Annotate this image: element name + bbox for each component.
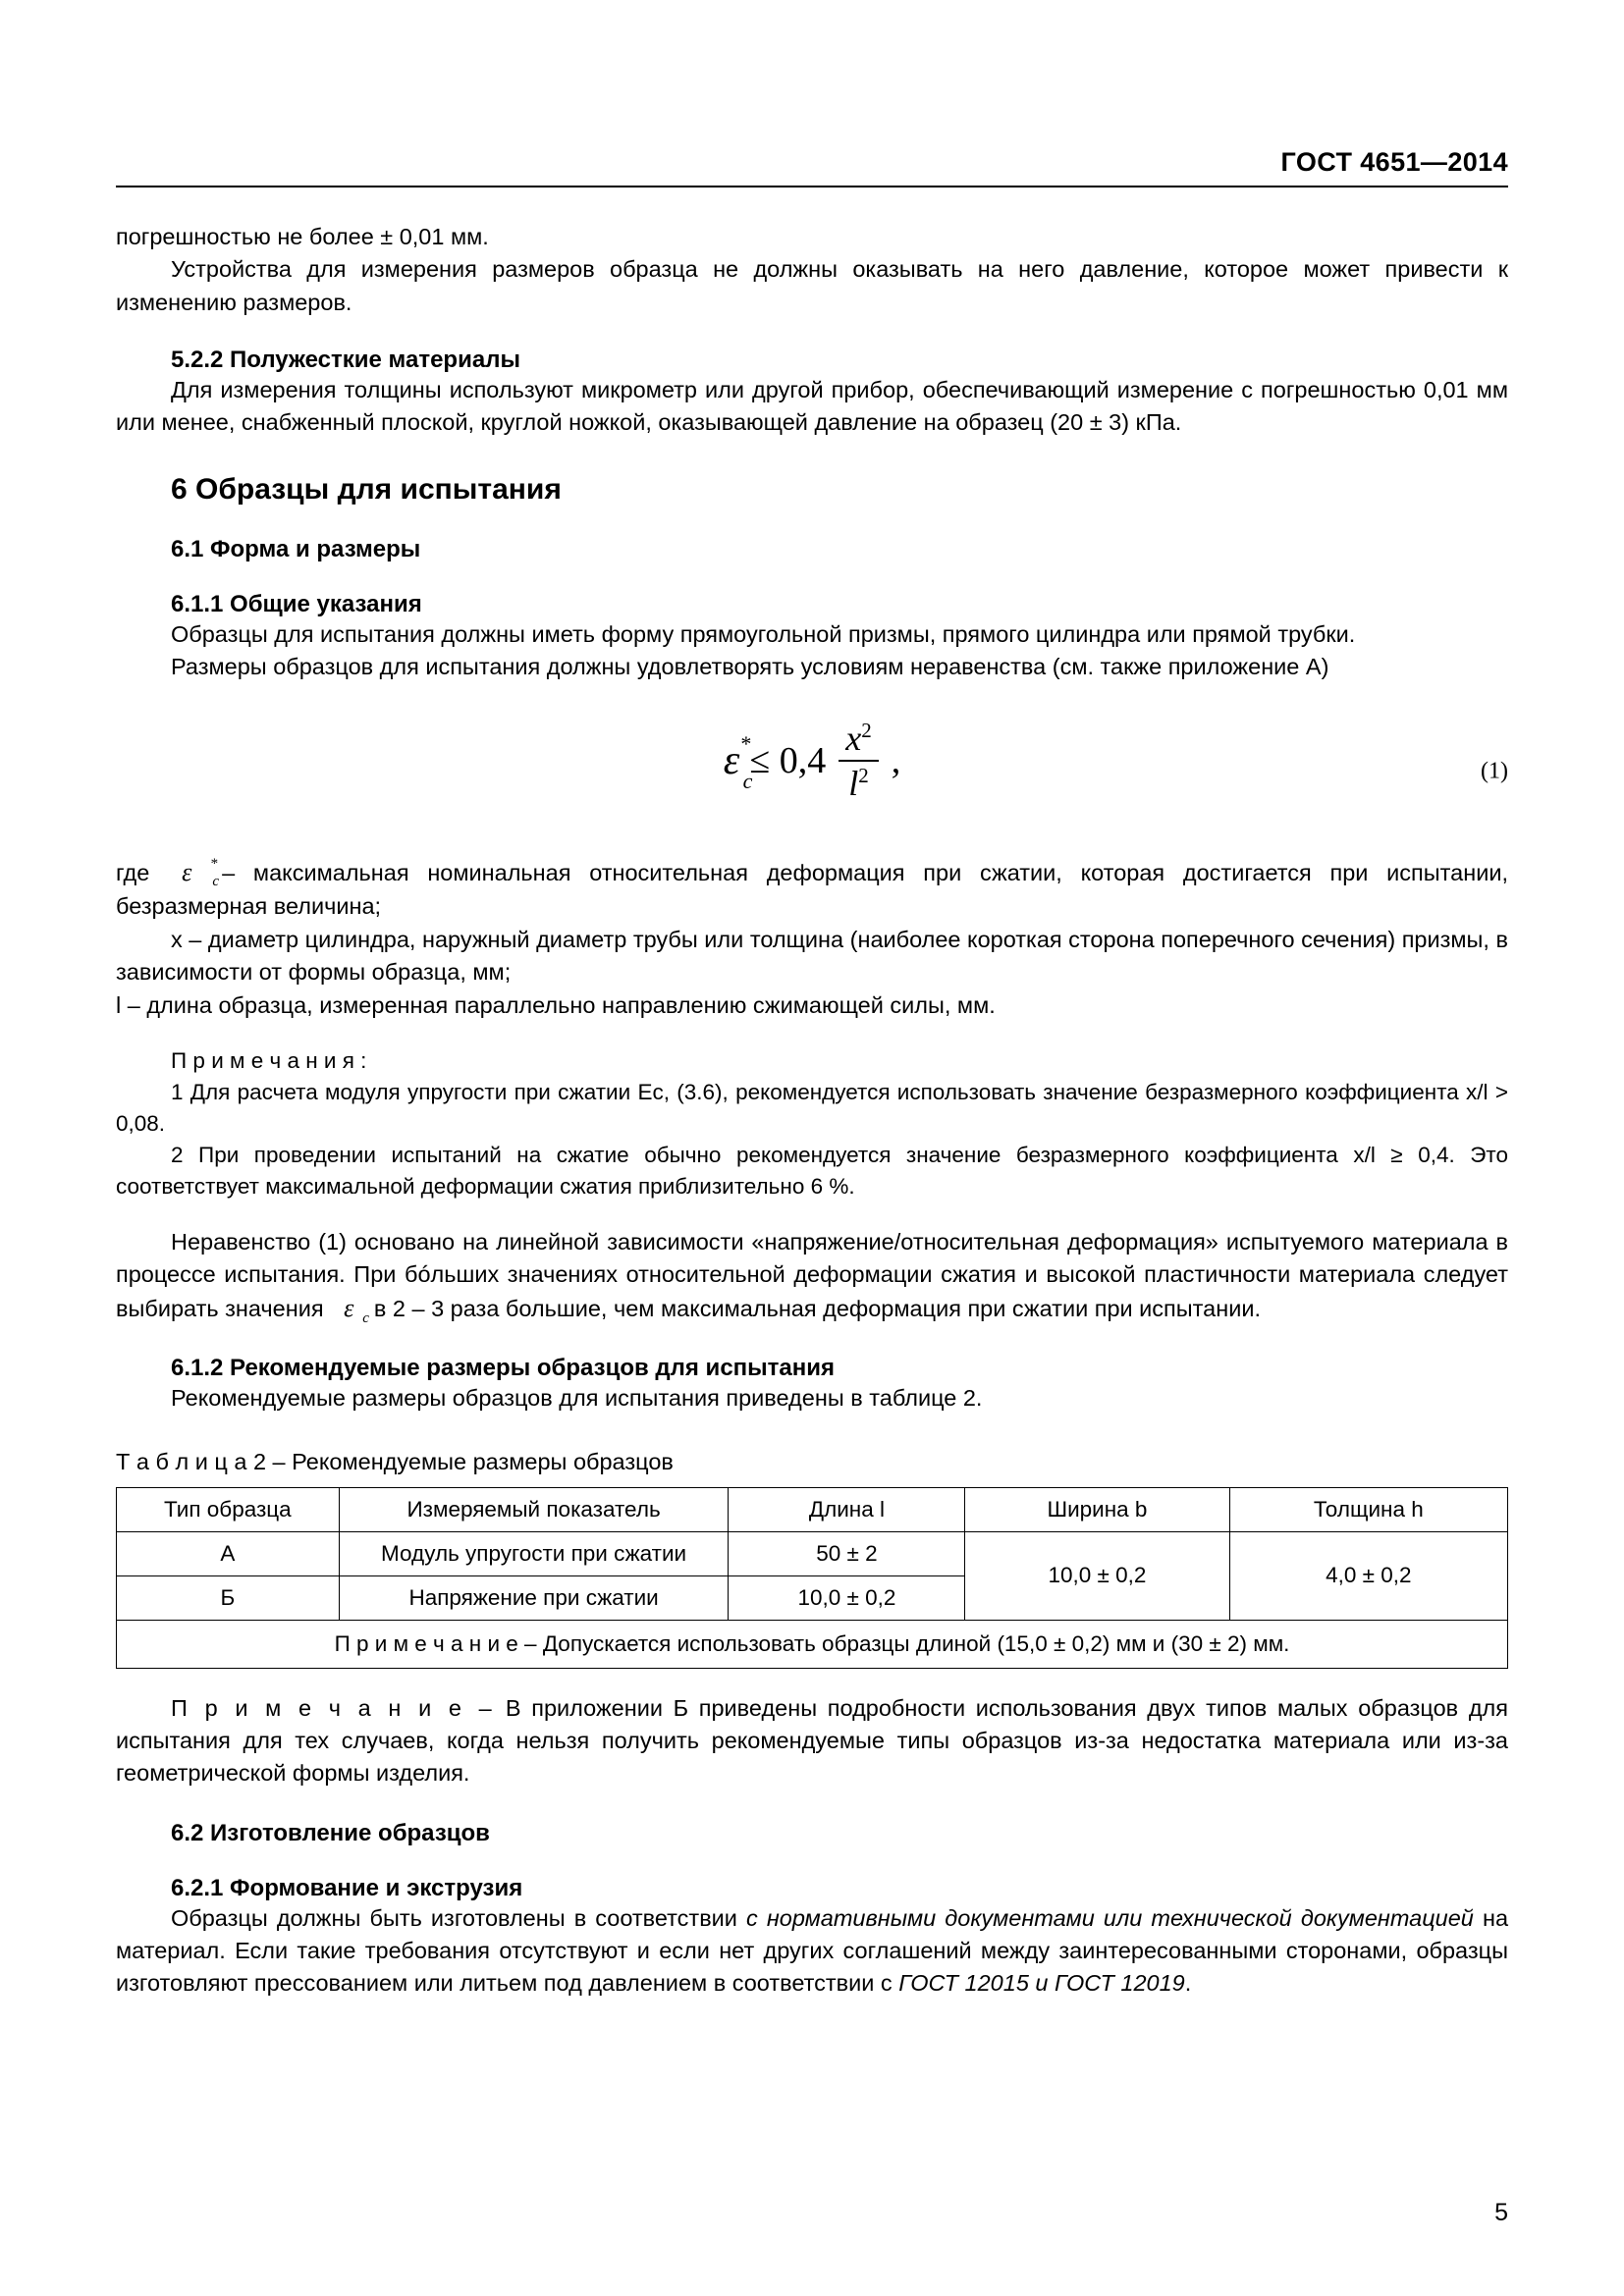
- column-header-thickness: Толщина h: [1229, 1487, 1507, 1531]
- definition-epsilon: [116, 855, 1508, 924]
- formula-number: (1): [1481, 758, 1508, 784]
- paragraph-inequality-basis: Неравенство (1) основано на линейной зависимости «напряжение/относительная деформация» испытуемого материала в процессе испытания. При бóльших значениях относительной деформации сжатия и высокой пластичности материала следует выбирать значения ε c в 2 – 3 раза большие, чем максимальная деформация при сжатии при испытании.: [116, 1228, 1508, 1326]
- paragraph-tolerance: погрешностью не более ± 0,01 мм.: [116, 224, 489, 249]
- notes-title: П р и м е ч а н и я :: [171, 1047, 367, 1073]
- formula-expression: [116, 718, 1508, 804]
- epsilon-symbol-inline-2: ε c: [344, 1294, 369, 1326]
- definition-x: x – диаметр цилиндра, наружный диаметр трубы или толщина (наиболее короткая сторона поперечного сечения) призмы, в зависимости от формы образца, мм;: [116, 926, 1508, 986]
- paragraph-sizes-condition: Размеры образцов для испытания должны удовлетворять условиям неравенства (см. также приложение А): [171, 654, 1329, 680]
- definition-epsilon-text: – максимальная номинальная относительная деформация при сжатии, которая достигается при испытании, безразмерная величина;: [116, 859, 1509, 920]
- table-note: П р и м е ч а н и е – Допускается использовать образцы длиной (15,0 ± 0,2) мм и (30 ± 2) мм.: [117, 1620, 1508, 1668]
- cell-width: 10,0 ± 0,2: [965, 1531, 1229, 1620]
- cell-parameter: Напряжение при сжатии: [339, 1575, 729, 1620]
- definition-lead: где: [116, 859, 150, 885]
- paragraph-micrometer: Для измерения толщины используют микрометр или другой прибор, обеспечивающий измерение с погрешностью 0,01 мм или менее, снабженный плоской, круглой ножкой, оказывающей давление на образец (20 ± 3) кПа.: [116, 377, 1508, 436]
- heading-5-2-2: 5.2.2 Полужесткие материалы: [171, 347, 520, 374]
- note-2: 2 При проведении испытаний на сжатие обычно рекомендуется значение безразмерного коэффициента x/l ≥ 0,4. Это соответствует максимальной деформации сжатия приблизительно 6 %.: [116, 1142, 1508, 1199]
- table-header-row: [117, 1487, 1508, 1531]
- table-2-caption: Т а б л и ц а 2 – Рекомендуемые размеры образцов: [116, 1448, 674, 1474]
- column-header-length: Длина l: [729, 1487, 965, 1531]
- heading-6-1-2: 6.1.2 Рекомендуемые размеры образцов для испытания: [171, 1355, 836, 1382]
- cell-length: 10,0 ± 0,2: [729, 1575, 965, 1620]
- header-divider: [116, 186, 1508, 187]
- paragraph-devices: Устройства для измерения размеров образца не должны оказывать на него давление, которое может привести к изменению размеров.: [116, 256, 1508, 315]
- cell-length: 50 ± 2: [729, 1531, 965, 1575]
- heading-6-1: 6.1 Форма и размеры: [171, 535, 421, 562]
- page-header: [116, 147, 1508, 178]
- definition-l: l – длина образца, измеренная параллельно направлению сжимающей силы, мм.: [116, 991, 996, 1018]
- italic-normative-docs: с нормативными документами или технической документацией: [746, 1904, 1474, 1931]
- paragraph-shapes: Образцы для испытания должны иметь форму прямоугольной призмы, прямого цилиндра или прямой трубки.: [171, 620, 1356, 647]
- standard-title: ГОСТ 4651—2014: [1280, 147, 1508, 177]
- epsilon-superscript: *: [740, 730, 752, 756]
- italic-gost-refs: ГОСТ 12015 и ГОСТ 12019: [898, 1970, 1185, 1997]
- cell-type: А: [117, 1531, 340, 1575]
- column-header-parameter: Измеряемый показатель: [339, 1487, 729, 1531]
- fraction-numerator: $x^2$: [845, 718, 872, 758]
- heading-6-2-1: 6.2.1 Формование и экструзия: [171, 1874, 523, 1901]
- paragraph-manufacture: Образцы должны быть изготовлены в соответствии с нормативными документами или технической документацией на материал. Если такие требования отсутствуют и если нет других соглашений между заинтересованными сторонами, образцы изготовляют прессованием или литьем под давлением в соответствии с ГОСТ 12015 и ГОСТ 12019.: [116, 1904, 1509, 1997]
- cell-parameter: Модуль упругости при сжатии: [339, 1531, 729, 1575]
- heading-6-2: 6.2 Изготовление образцов: [171, 1819, 490, 1846]
- note-lead: П р и м е ч а н и е –: [171, 1694, 496, 1721]
- note-1: 1 Для расчета модуля упругости при сжатии Ec, (3.6), рекомендуется использовать значение безразмерного коэффициента x/l > 0,08.: [116, 1079, 1508, 1136]
- column-header-type: Тип образца: [117, 1487, 340, 1531]
- table-2: [116, 1487, 1508, 1669]
- formula-fraction: [836, 718, 881, 804]
- epsilon-subscript: c: [742, 768, 753, 793]
- cell-type: Б: [117, 1575, 340, 1620]
- table-row: [117, 1531, 1508, 1575]
- cell-thickness: 4,0 ± 0,2: [1229, 1531, 1507, 1620]
- formula-1: [116, 718, 1508, 826]
- page-number: 5: [1494, 2199, 1508, 2226]
- paragraph-recommended-sizes: Рекомендуемые размеры образцов для испытания приведены в таблице 2.: [171, 1385, 983, 1412]
- table-note-row: [117, 1620, 1508, 1668]
- fraction-denominator: $l^2$: [839, 760, 879, 804]
- column-header-width: Ширина b: [965, 1487, 1229, 1531]
- notes-block: [116, 1045, 1508, 1202]
- formula-relation: ≤ 0,4: [749, 739, 827, 781]
- heading-6-1-1: 6.1.1 Общие указания: [171, 590, 422, 617]
- paragraph-annex-b-note: П р и м е ч а н и е – В приложении Б приведены подробности использования двух типов малых образцов для испытания для тех случаев, когда нельзя получить рекомендуемые типы образцов из-за недостатка материала или из-за геометрической формы изделия.: [116, 1694, 1508, 1787]
- epsilon-symbol: ε * c: [723, 730, 753, 793]
- heading-section-6: 6 Образцы для испытания: [171, 472, 562, 506]
- epsilon-symbol-inline: ε * c: [182, 855, 220, 890]
- formula-comma: ,: [891, 739, 901, 781]
